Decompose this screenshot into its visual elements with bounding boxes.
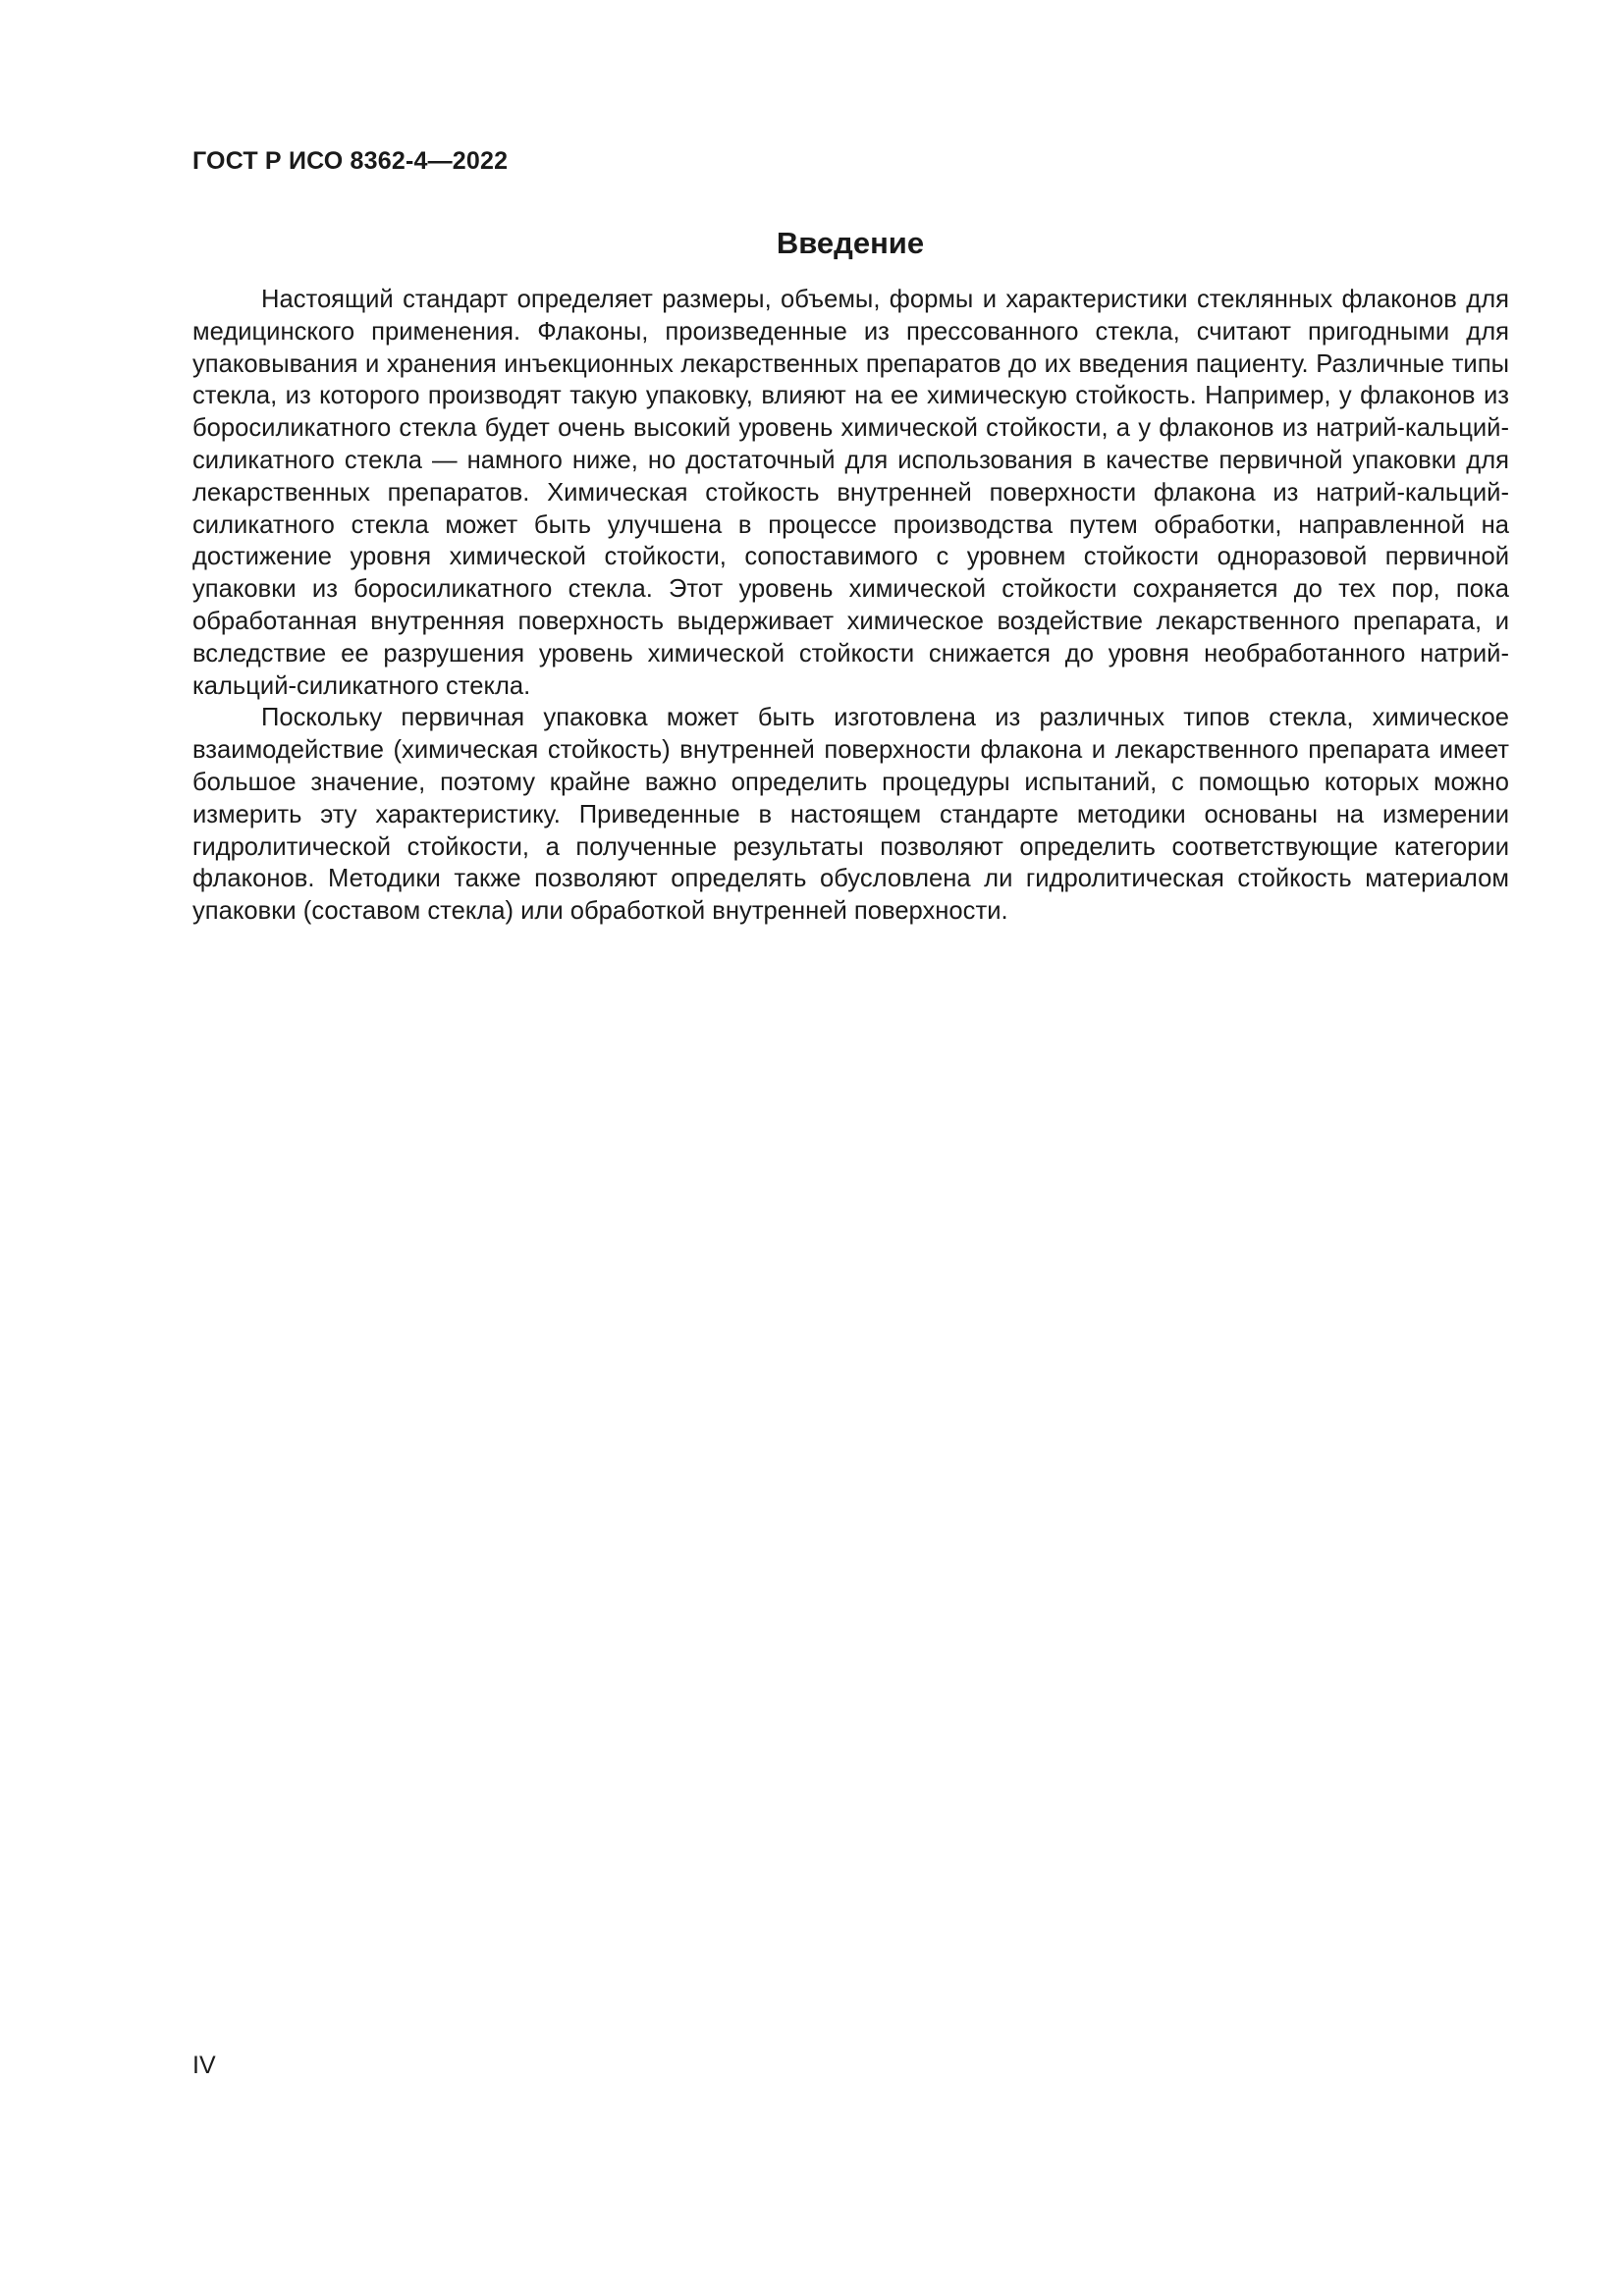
section-body	[192, 284, 1509, 928]
page-number: IV	[192, 2052, 216, 2079]
document-code-header: ГОСТ Р ИСО 8362-4—2022	[192, 147, 509, 175]
paragraph-1: Настоящий стандарт определяет размеры, объемы, формы и характеристики стеклянных флаконов для медицинского применения. Флаконы, произведенные из прессованного стекла, считают пригодными для упаковывания и хранения инъекционных лекарственных препаратов до их введения пациенту. Различные типы стекла, из которого производят такую упаковку, влияют на ее химическую стойкость. Например, у флаконов из боросиликатного стекла будет очень высокий уровень химической стойкости, а у флаконов из натрий-кальций-силикатного стекла — намного ниже, но достаточный для использования в качестве первичной упаковки для лекарственных препаратов. Химическая стойкость внутренней поверхности флакона из натрий-кальций-силикатного стекла может быть улучшена в процессе производства путем обработки, направленной на достижение уровня химической стойкости, сопоставимого с уровнем стойкости одноразовой первичной упаковки из боросиликатного стекла. Этот уровень химической стойкости сохраняется до тех пор, пока обработанная внутренняя поверхность выдерживает химическое воздействие лекарственного препарата, и вследствие ее разрушения уровень химической стойкости снижается до уровня необработанного натрий-кальций-силикатного стекла.	[192, 286, 1509, 700]
paragraph-2: Поскольку первичная упаковка может быть изготовлена из различных типов стекла, химическое взаимодействие (химическая стойкость) внутренней поверхности флакона и лекарственного препарата имеет большое значение, поэтому крайне важно определить процедуры испытаний, с помощью которых можно измерить эту характеристику. Приведенные в настоящем стандарте методики основаны на измерении гидролитической стойкости, а полученные результаты позволяют определить соответствующие категории флаконов. Методики также позволяют определять обусловлена ли гидролитическая стойкость материалом упаковки (составом стекла) или обработкой внутренней поверхности.	[192, 704, 1509, 926]
section-title: Введение	[776, 226, 925, 260]
